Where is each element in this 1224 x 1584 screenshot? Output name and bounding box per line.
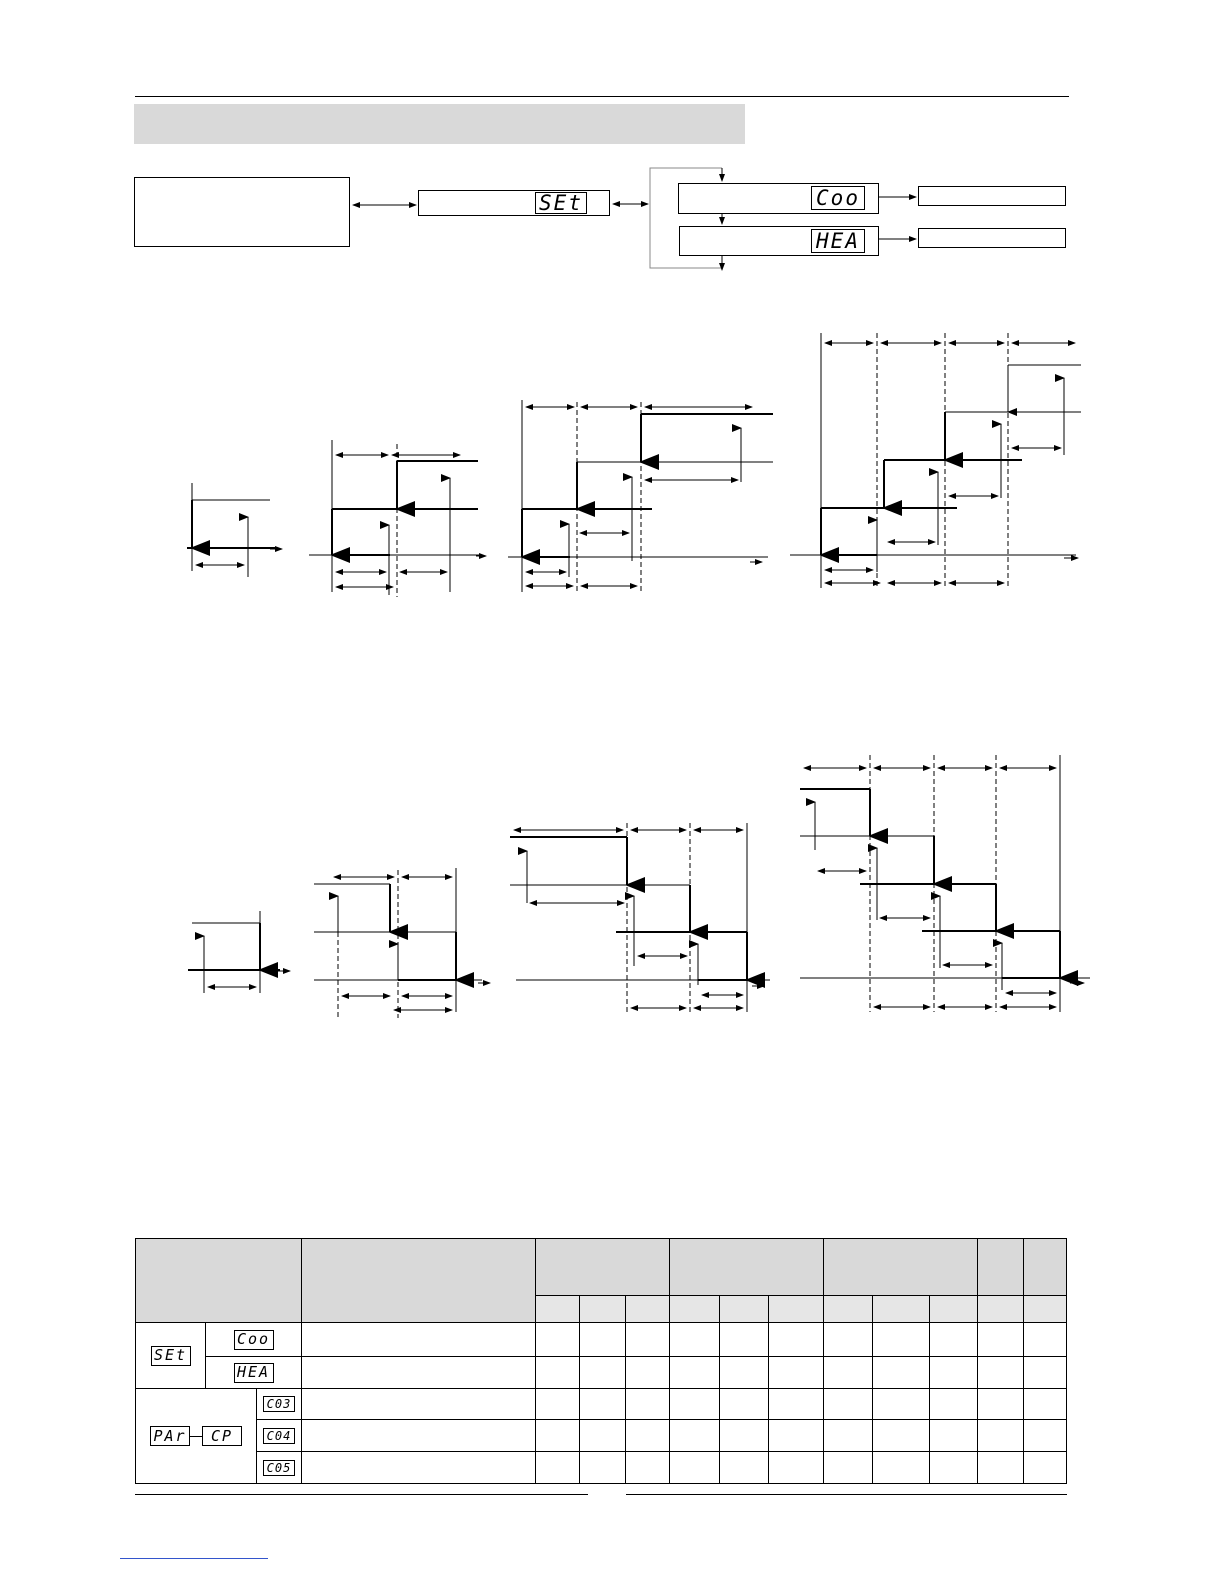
table-row: [136, 1323, 1067, 1357]
cooling-display: Coo: [234, 1330, 274, 1350]
heating-display: HEA: [811, 229, 865, 253]
set-display: SEt: [535, 192, 587, 214]
header-cell-group-3: [824, 1239, 978, 1296]
cp-display: CP: [202, 1426, 242, 1446]
table-row: [136, 1452, 1067, 1484]
parameter-table: [135, 1238, 1067, 1484]
header-cell-group-1: [536, 1239, 670, 1296]
code-cell: [257, 1389, 302, 1420]
code-cell: [257, 1452, 302, 1484]
code-cell: [206, 1357, 302, 1389]
table-row: [136, 1357, 1067, 1389]
footer-rule-right: [626, 1494, 1067, 1495]
heating-diagram-2-stages: [314, 868, 490, 1018]
set-group-cell: [136, 1323, 206, 1389]
header-cell-col-14: [978, 1239, 1024, 1296]
table-row: [136, 1389, 1067, 1420]
table-row: [136, 1420, 1067, 1452]
cooling-display: Coo: [811, 186, 865, 210]
header-cell-group-2: [670, 1239, 824, 1296]
heating-display: HEA: [234, 1363, 274, 1383]
header-cell-code: [136, 1239, 302, 1323]
header-cell-col-15: [1024, 1239, 1067, 1296]
heating-diagram-3-stages: [510, 823, 770, 1012]
code-cell: [206, 1323, 302, 1357]
heating-diagram-1-stage: [188, 911, 290, 993]
c04-display: C04: [263, 1428, 295, 1444]
table-header-row-1: [136, 1239, 1067, 1296]
par-cp-group-cell: [136, 1389, 257, 1484]
par-display: PAr: [150, 1426, 190, 1446]
c03-display: C03: [263, 1396, 295, 1412]
connector-line: [190, 1436, 202, 1437]
footer-link-underline[interactable]: [120, 1558, 268, 1559]
c05-display: C05: [263, 1460, 295, 1476]
heating-diagram-4-stages: [800, 755, 1090, 1012]
set-display: SEt: [151, 1346, 191, 1366]
footer-rule-left: [135, 1494, 588, 1495]
code-cell: [257, 1420, 302, 1452]
header-cell-description: [302, 1239, 536, 1323]
